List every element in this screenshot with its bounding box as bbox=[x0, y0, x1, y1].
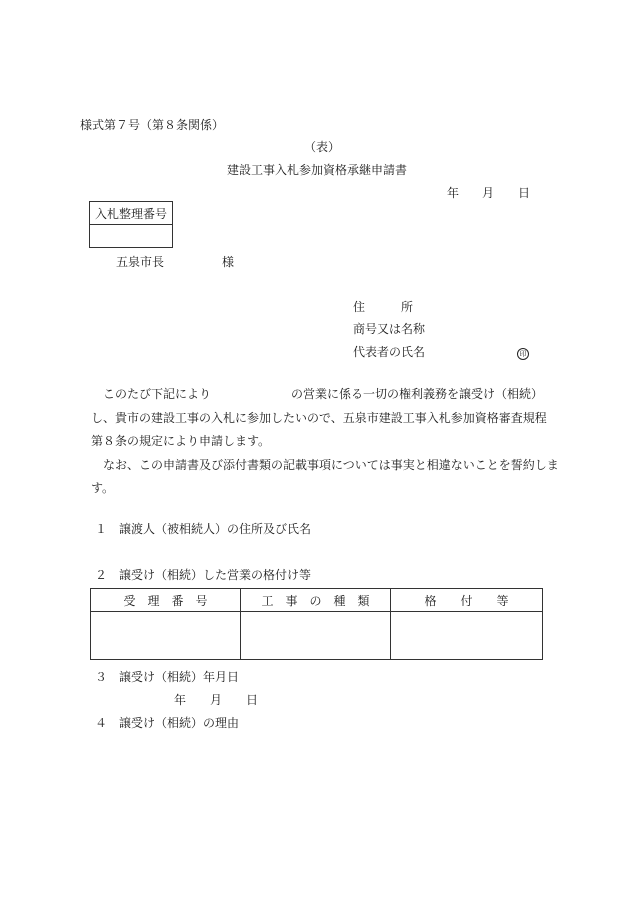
cell-work-type[interactable] bbox=[241, 612, 391, 660]
date-month: 月 bbox=[482, 186, 495, 200]
header-receipt-number: 受 理 番 号 bbox=[91, 589, 241, 612]
body-text: の営業に係る一切の権利義務を譲受け（相続） bbox=[291, 387, 544, 401]
cell-receipt-number[interactable] bbox=[91, 612, 241, 660]
date-year: 年 bbox=[447, 186, 460, 200]
header-grade: 格 付 等 bbox=[391, 589, 543, 612]
addressee-honorific: 様 bbox=[222, 255, 235, 269]
seal-mark bbox=[517, 345, 529, 360]
transfer-month: 月 bbox=[210, 693, 223, 707]
grading-header-row bbox=[91, 589, 543, 612]
grading-data-row bbox=[91, 612, 543, 660]
address-label: 住 所 bbox=[353, 300, 414, 314]
body-line: す。 bbox=[91, 481, 115, 495]
bid-number-box bbox=[89, 201, 173, 248]
grading-table bbox=[90, 588, 543, 660]
cell-grade[interactable] bbox=[391, 612, 543, 660]
seal-icon: 印 bbox=[517, 348, 529, 360]
company-name-label: 商号又は名称 bbox=[353, 322, 426, 336]
bid-number-value[interactable] bbox=[90, 225, 173, 248]
transfer-day: 日 bbox=[246, 693, 259, 707]
bid-number-label: 入札整理番号 bbox=[90, 202, 173, 225]
document-title: 建設工事入札参加資格承継申請書 bbox=[227, 163, 408, 177]
body-line: し、貴市の建設工事の入札に参加したいので、五泉市建設工事入札参加資格審査規程 bbox=[91, 410, 547, 425]
transfer-year: 年 bbox=[174, 693, 187, 707]
item-4: ４ 譲受け（相続）の理由 bbox=[95, 716, 240, 730]
date-day: 日 bbox=[518, 186, 531, 200]
header-work-type: 工 事 の 種 類 bbox=[241, 589, 391, 612]
form-number-label: 様式第７号（第８条関係） bbox=[80, 118, 225, 132]
item-3: ３ 譲受け（相続）年月日 bbox=[95, 670, 240, 684]
body-paragraph bbox=[91, 383, 561, 501]
body-text: このたび下記により bbox=[91, 387, 212, 401]
body-line bbox=[91, 383, 561, 407]
body-line: 第８条の規定により申請します。 bbox=[91, 434, 271, 448]
addressee-name: 五泉市長 bbox=[116, 255, 165, 269]
representative-label: 代表者の氏名 bbox=[353, 345, 426, 359]
side-label: （表） bbox=[304, 140, 341, 154]
item-1: １ 譲渡人（被相続人）の住所及び氏名 bbox=[95, 522, 312, 536]
item-2: ２ 譲受け（相続）した営業の格付け等 bbox=[95, 568, 312, 582]
body-line: なお、この申請書及び添付書類の記載事項については事実と相違ないことを誓約しま bbox=[91, 457, 559, 472]
